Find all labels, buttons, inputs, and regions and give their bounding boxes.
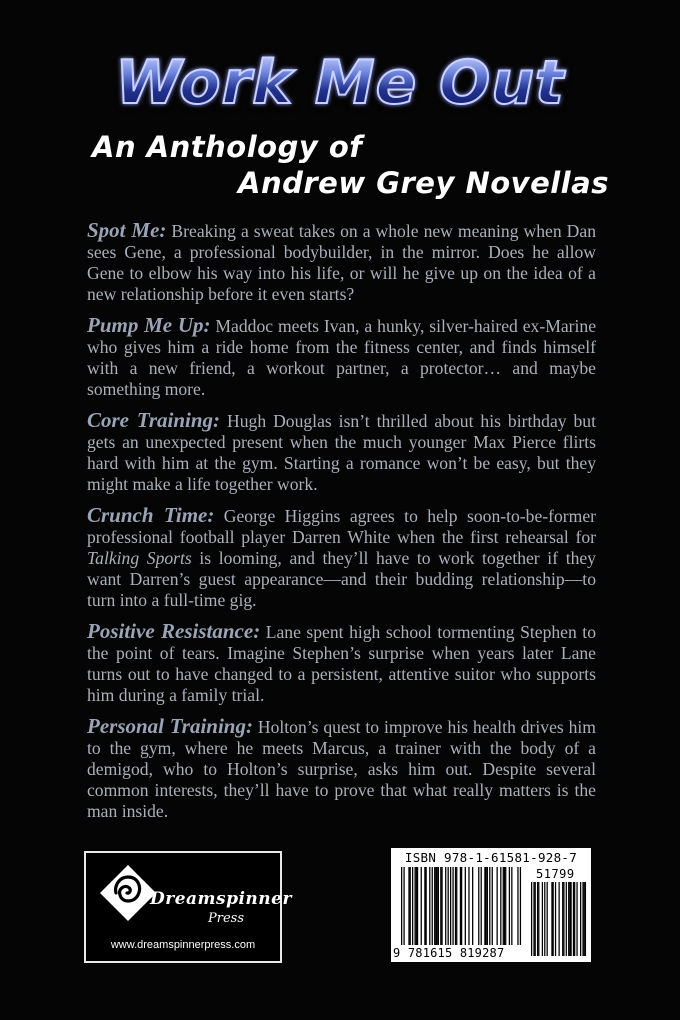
- barcode-bar: [574, 882, 575, 956]
- barcode-bar: [460, 867, 461, 945]
- blurb-pump-me-up: [87, 315, 596, 400]
- barcode-bar: [403, 867, 404, 945]
- barcode-bar: [456, 867, 457, 945]
- barcode-bar: [535, 882, 536, 956]
- isbn-label: ISBN 978-1-61581-928-7: [404, 850, 578, 865]
- barcode-bar: [468, 867, 469, 945]
- barcode-bar: [432, 867, 433, 945]
- barcode-bar: [489, 867, 490, 945]
- price-code: 51799: [536, 867, 575, 881]
- barcode-bar: [434, 867, 435, 945]
- barcode-bar: [504, 867, 505, 945]
- barcode-bar: [566, 882, 567, 956]
- subtitle-line-1: An Anthology of: [92, 130, 363, 164]
- barcode-bar: [573, 882, 574, 956]
- blurb-title: Pump Me Up:: [87, 313, 211, 337]
- blurb-text: Breaking a sweat takes on a whole new meaning when Dan sees Gene, a professional bodybuilder, in the mirror. Does he allow Gene to elbow his way into his life, or will he give up on the idea of a new relationship before it even starts?: [87, 221, 596, 304]
- book-title: Work Me Out: [0, 48, 680, 118]
- blurb-personal-training: [87, 716, 596, 822]
- barcode-digits: 9 781615 819287: [393, 946, 505, 960]
- barcode-bar: [485, 867, 486, 945]
- barcode-bar: [533, 882, 534, 956]
- show-title: Talking Sports: [87, 548, 192, 568]
- blurb-text: is looming, and they’ll have to work together if they want Darren’s guest appearance—and their budding relationship—to turn into a full-time gig.: [87, 548, 596, 610]
- barcode-bar: [461, 867, 462, 945]
- barcode-bar: [421, 867, 422, 945]
- barcode-bar: [481, 867, 482, 945]
- publisher-swirl-icon: [98, 863, 158, 923]
- barcode-bar: [408, 867, 409, 945]
- barcode-bar: [503, 867, 504, 945]
- barcode-bar: [416, 867, 417, 945]
- barcode-bar: [569, 882, 570, 956]
- barcode-bar: [440, 867, 441, 945]
- blurb-title: Personal Training:: [87, 714, 253, 738]
- barcode-bar: [478, 867, 479, 945]
- barcode-bars: [391, 848, 591, 962]
- barcode-bar: [584, 882, 585, 956]
- barcode-bar: [401, 867, 402, 945]
- blurb-title: Core Training:: [87, 408, 221, 432]
- barcode-bar: [438, 867, 439, 945]
- barcode-bar: [544, 882, 545, 956]
- barcode-bar: [570, 882, 571, 956]
- blurb-core-training: [87, 410, 596, 495]
- barcode-bar: [559, 882, 560, 956]
- blurb-title: Crunch Time:: [87, 503, 215, 527]
- barcode-bar: [445, 867, 446, 945]
- barcode-bar: [505, 867, 506, 945]
- barcode-bar: [497, 867, 498, 945]
- blurb-text: Holton’s quest to improve his health drives him to the gym, where he meets Marcus, a trainer with the body of a demigod, who to Holton’s surprise, asks him out. Despite several common interests, they’ll have to prove that what really matters is the man inside.: [87, 717, 596, 821]
- barcode-bar: [509, 867, 510, 945]
- barcode-bar: [429, 867, 430, 945]
- publisher-name: Dreamspinner: [150, 889, 292, 909]
- barcode-bar: [563, 882, 564, 956]
- barcode-bar: [555, 882, 556, 956]
- subtitle-line-2: Andrew Grey Novellas: [238, 166, 609, 200]
- barcode-bar: [472, 867, 473, 945]
- barcode-bar: [580, 882, 581, 956]
- barcode-bar: [576, 882, 577, 956]
- barcode-bar: [553, 882, 554, 956]
- blurb-positive-resistance: [87, 621, 596, 706]
- blurb-crunch-time: [87, 505, 596, 611]
- barcode-bar: [500, 867, 501, 945]
- barcode-bar: [441, 867, 442, 945]
- barcode-bar: [424, 867, 425, 945]
- barcode-bar: [435, 867, 436, 945]
- publisher-url: www.dreamspinnerpress.com: [110, 939, 256, 951]
- barcode-bar: [537, 882, 538, 956]
- isbn-barcode: [391, 848, 591, 962]
- blurb-spot-me: [87, 220, 596, 305]
- barcode-bar: [520, 867, 521, 945]
- barcode-bar: [450, 867, 451, 945]
- barcode-bar: [465, 867, 466, 945]
- barcode-bar: [455, 867, 456, 945]
- blurb-text: George Higgins agrees to help soon-to-be-former professional football player Darren White when the first rehearsal for: [87, 506, 596, 547]
- barcode-bar: [437, 867, 438, 945]
- barcode-bar: [547, 882, 548, 956]
- barcode-bar: [412, 867, 413, 945]
- blurb-title: Positive Resistance:: [87, 619, 261, 643]
- barcode-bar: [517, 867, 518, 945]
- barcode-bar: [562, 882, 563, 956]
- barcode-bar: [582, 882, 583, 956]
- barcode-bar: [448, 867, 449, 945]
- barcode-bar: [551, 882, 552, 956]
- barcode-bar: [492, 867, 493, 945]
- blurb-list: [87, 220, 596, 832]
- blurb-text: Hugh Douglas isn’t thrilled about his birthday but gets an unexpected present when the much younger Max Pierce flirts hard with him at the gym. Starting a romance won’t be easy, but they might make a life together work.: [87, 411, 596, 494]
- barcode-bar: [511, 867, 512, 945]
- barcode-bar: [538, 882, 539, 956]
- barcode-bar: [531, 882, 532, 956]
- barcode-bar: [585, 882, 586, 956]
- barcode-bar: [417, 867, 418, 945]
- barcode-bar: [487, 867, 488, 945]
- barcode-bar: [484, 867, 485, 945]
- barcode-bar: [452, 867, 453, 945]
- barcode-bar: [414, 867, 415, 945]
- barcode-bar: [568, 882, 569, 956]
- barcode-bar: [542, 882, 543, 956]
- blurb-text: Lane spent high school tormenting Stephen to the point of tears. Imagine Stephen’s surprise when years later Lane turns out to have changed to a persistent, attentive suitor who supports him during a family trial.: [87, 622, 596, 705]
- publisher-name-sub: Press: [208, 911, 244, 926]
- barcode-bar: [410, 867, 411, 945]
- blurb-text: Maddoc meets Ivan, a hunky, silver-haired ex-Marine who gives him a ride home from the fitness center, and finds himself with a new friend, a workout partner, a protector… and maybe something more.: [87, 316, 596, 399]
- barcode-bar: [425, 867, 426, 945]
- publisher-logo: [84, 851, 292, 963]
- blurb-title: Spot Me:: [87, 218, 167, 242]
